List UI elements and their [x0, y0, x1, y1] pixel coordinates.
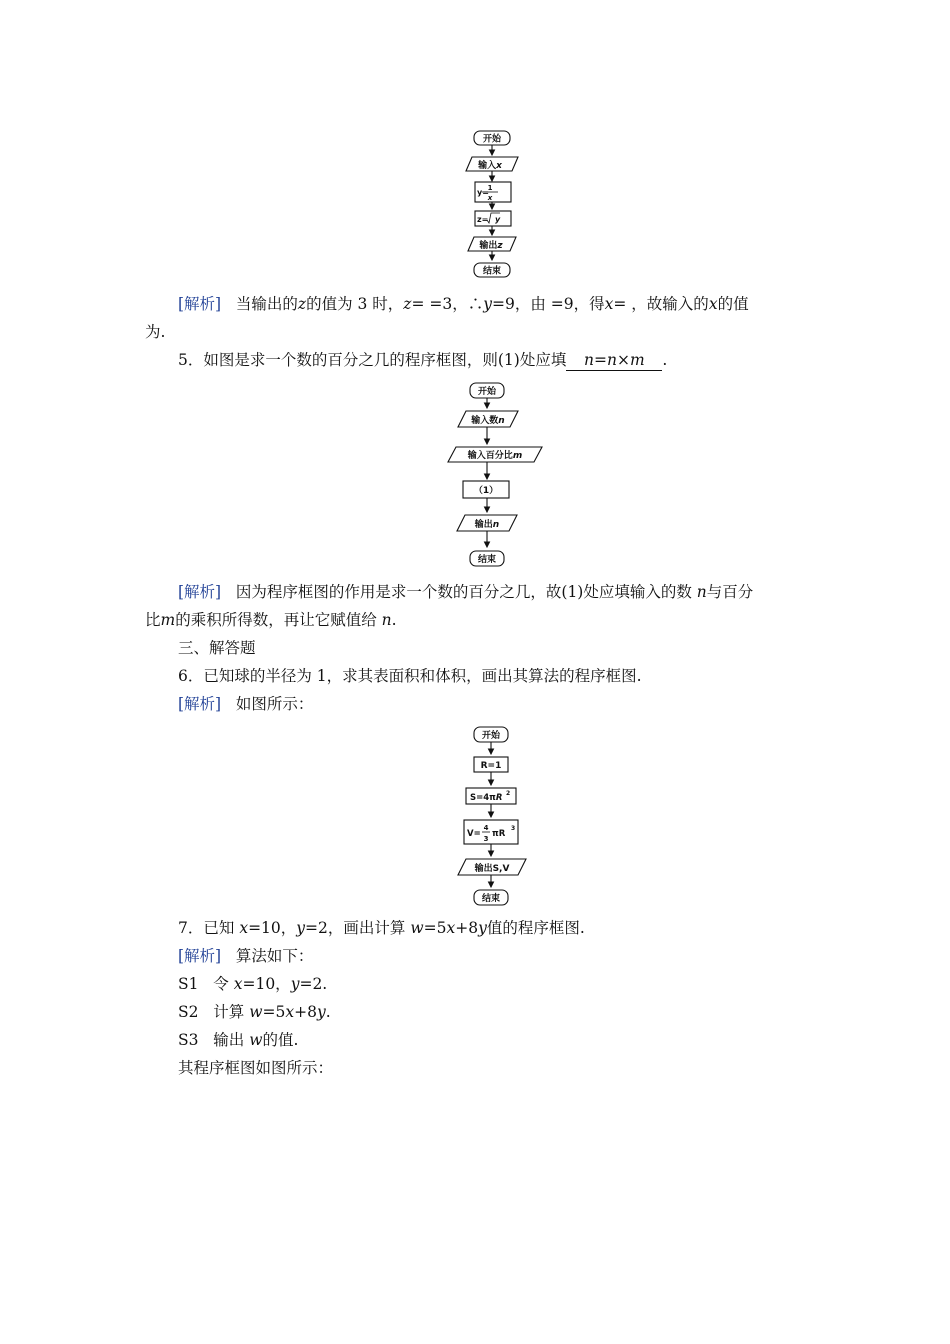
z-prefix: z=	[477, 215, 489, 224]
start-label: 开始	[481, 731, 501, 741]
start-label: 开始	[477, 387, 497, 397]
analysis-tag: [解析]	[178, 947, 222, 965]
svg-text:输入数n: 输入数n	[471, 416, 505, 426]
y-num: 1	[487, 184, 493, 192]
y-den: x	[487, 194, 493, 202]
input-var: x	[496, 161, 502, 171]
analysis-5-line1: [解析] 因为程序框图的作用是求一个数的百分之几，故(1)处应填输入的数 n与百分	[178, 583, 754, 601]
step-s2: S2 计算 w=5x+8y.	[178, 1003, 331, 1021]
end-label: 结束	[477, 555, 497, 565]
svg-text:输入x	[477, 159, 503, 171]
output-var: z	[497, 241, 503, 251]
section-heading: 三、解答题	[178, 639, 256, 657]
closing-text: 其程序框图如图所示：	[178, 1059, 334, 1077]
end-label: 结束	[482, 266, 502, 277]
svg-text:输出z	[478, 239, 503, 251]
analysis-4-line2: 为.	[145, 323, 166, 341]
assign-r-label: R=1	[480, 761, 502, 771]
question-7: 7．已知 x=10，y=2，画出计算 w=5x+8y值的程序框图.	[178, 919, 585, 937]
answer-blank: n=n×m	[566, 350, 662, 371]
analysis-5-line2: 比m的乘积所得数，再让它赋值给 n.	[145, 611, 397, 629]
analysis-7: [解析] 算法如下：	[178, 947, 314, 965]
flowchart-q5	[420, 376, 570, 572]
y-prefix: y=	[477, 188, 489, 197]
svg-text:πR: πR	[492, 829, 506, 839]
z-root: y	[495, 215, 501, 224]
question-5: 5．如图是求一个数的百分之几的程序框图，则(1)处应填 n=n×m .	[178, 351, 668, 369]
svg-text:2: 2	[506, 790, 511, 797]
step-s1: S1 令 x=10，y=2.	[178, 975, 328, 993]
svg-text:3: 3	[483, 835, 489, 843]
analysis-tag: [解析]	[178, 695, 222, 713]
flowchart-q4	[440, 125, 550, 285]
analysis-tag: [解析]	[178, 583, 222, 601]
svg-text:输入百分比m: 输入百分比m	[467, 451, 523, 461]
analysis-6: [解析] 如图所示：	[178, 695, 314, 713]
question-6: 6．已知球的半径为 1，求其表面积和体积，画出其算法的程序框图.	[178, 667, 642, 685]
analysis-4-line1: [解析] 当输出的z的值为 3 时，z= =3，∴y=9，由 =9，得x= ，故输入的x的值	[178, 295, 749, 313]
output-label: 输出	[479, 241, 498, 251]
svg-text:V=: V=	[467, 829, 481, 839]
svg-text:3: 3	[511, 825, 516, 832]
end-label: 结束	[481, 894, 501, 904]
analysis-tag: [解析]	[178, 295, 222, 313]
svg-text:4: 4	[483, 824, 489, 832]
svg-text:输出n: 输出n	[474, 520, 500, 530]
step-s3: S3 输出 w的值.	[178, 1031, 299, 1049]
output-label: 输出S,V	[474, 864, 510, 874]
step-label: （1）	[473, 486, 499, 496]
flowchart-q6	[440, 722, 550, 910]
input-label: 输入	[478, 161, 497, 171]
svg-text:S=4πR: S=4πR	[470, 793, 503, 803]
start-label: 开始	[482, 134, 502, 145]
